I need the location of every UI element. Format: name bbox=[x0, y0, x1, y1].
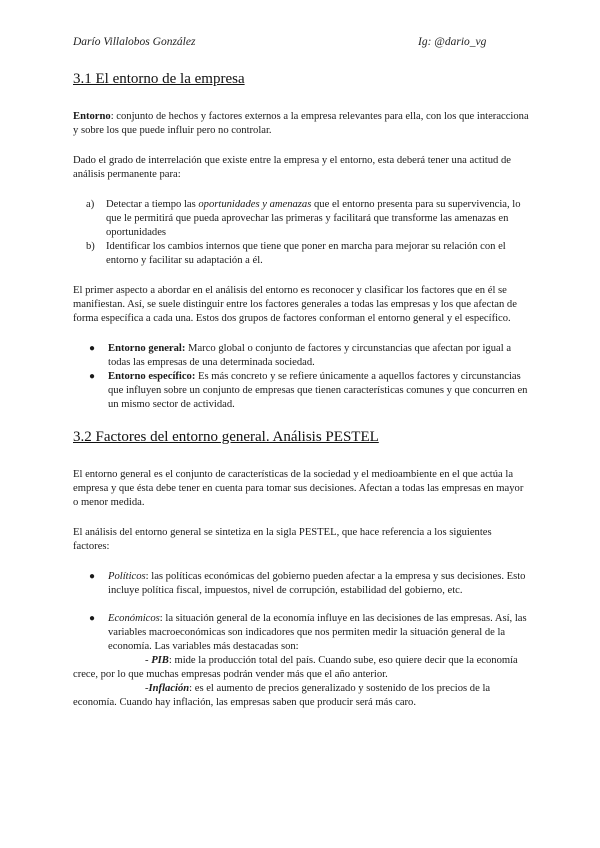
pib-term: PIB bbox=[151, 655, 169, 666]
entorno-term: Entorno bbox=[73, 111, 111, 122]
bullet-term: Entorno específico: bbox=[108, 371, 196, 382]
header-author: Darío Villalobos González bbox=[73, 36, 196, 48]
pestel-paragraph: El análisis del entorno general se sintetiza en la sigla PESTEL, que hace referencia a los siguientes factores: bbox=[73, 527, 492, 552]
pestel-factors-list bbox=[73, 570, 529, 654]
list-item-text: Identificar los cambios internos que tiene que poner en marcha para mejorar su relación con el entorno y facilitar su adaptación a él. bbox=[106, 241, 506, 266]
bullet-icon: ● bbox=[89, 343, 96, 354]
pib-definition bbox=[73, 654, 529, 682]
list-marker: a) bbox=[86, 199, 95, 210]
list-item bbox=[73, 198, 529, 240]
bullet-term: Políticos bbox=[108, 571, 146, 582]
entorno-definition-text: : conjunto de hechos y factores externos a la empresa relevantes para ella, con los que interacciona y sobre los que puede influir pero no controlar. bbox=[73, 111, 529, 136]
document-body bbox=[73, 70, 529, 710]
list-item bbox=[73, 240, 529, 268]
pib-text: : mide la producción total del país. Cuando sube, eso quiere decir que la economía crece, por lo que muchas empresas podrán vender más que el año anterior. bbox=[73, 655, 518, 680]
list-item bbox=[73, 370, 529, 412]
interrelation-paragraph: Dado el grado de interrelación que existe entre la empresa y el entorno, esta deberá tener una actitud de análisis permanente para: bbox=[73, 155, 511, 180]
bullet-term: Entorno general: bbox=[108, 343, 186, 354]
section-1-title: 3.1 El entorno de la empresa bbox=[73, 71, 245, 87]
bullet-icon: ● bbox=[89, 613, 96, 624]
list-item bbox=[73, 612, 529, 654]
bullet-icon: ● bbox=[89, 371, 96, 382]
list-item-text: que el entorno presenta para su supervivencia, lo que le permitirá que pueda aprovechar las primeras y facilitará que transforme las amenazas en oportunidades bbox=[106, 199, 521, 238]
inflation-definition bbox=[73, 682, 529, 710]
general-environment-paragraph: El entorno general es el conjunto de características de la sociedad y el medioambiente en el que actúa la empresa y que ésta debe tener en cuenta para tomar sus decisiones. Afectan a todas las empresas en mayor o menor medida. bbox=[73, 469, 524, 508]
dash: - bbox=[145, 683, 149, 694]
list-item bbox=[73, 570, 529, 598]
bullet-text: Marco global o conjunto de factores y circunstancias que afectan por igual a todas las empresas de una determinada sociedad. bbox=[108, 343, 512, 368]
entorno-types-list bbox=[73, 342, 529, 412]
bullet-text: : las políticas económicas del gobierno pueden afectar a la empresa y sus decisiones. Esto incluye política fiscal, impuestos, nivel de corrupción, estabilidad del gobierno, etc. bbox=[108, 571, 526, 596]
bullet-term: Económicos bbox=[108, 613, 160, 624]
list-item bbox=[73, 342, 529, 370]
inflation-term: Inflación bbox=[148, 683, 190, 694]
section-2-title: 3.2 Factores del entorno general. Análisis PESTEL bbox=[73, 429, 379, 445]
inflation-text: : es el aumento de precios generalizado y sostenido de los precios de la economía. Cuando hay inflación, las empresas saben que producir será más caro. bbox=[73, 683, 491, 708]
bullet-text: : la situación general de la economía influye en las decisiones de las empresas. Así, las variables macroeconómicas son indicadores que nos permiten medir la situación general de la economía. Las variables más destacadas son: bbox=[108, 613, 527, 652]
entorno-definition bbox=[73, 110, 529, 138]
bullet-text: Es más concreto y se refiere únicamente a aquellos factores y circunstancias que influyen sobre un conjunto de empresas que tienen características comunes y que concurren en un mismo sector de actividad. bbox=[108, 371, 528, 410]
analysis-list bbox=[73, 198, 529, 268]
bullet-icon: ● bbox=[89, 571, 96, 582]
list-item-emphasis: oportunidades y amenazas bbox=[198, 199, 312, 210]
list-item-text: Detectar a tiempo las bbox=[106, 199, 199, 210]
header-instagram: Ig: @dario_vg bbox=[418, 36, 487, 48]
factors-paragraph: El primer aspecto a abordar en el análisis del entorno es reconocer y clasificar los factores que en él se manifiestan. Así, se suele distinguir entre los factores generales a todas las empresas y los que afectan de forma específica a cada una. Estos dos grupos de factores conforman el entorno general y el específico. bbox=[73, 285, 517, 324]
list-marker: b) bbox=[86, 241, 95, 252]
dash: - bbox=[145, 655, 152, 666]
